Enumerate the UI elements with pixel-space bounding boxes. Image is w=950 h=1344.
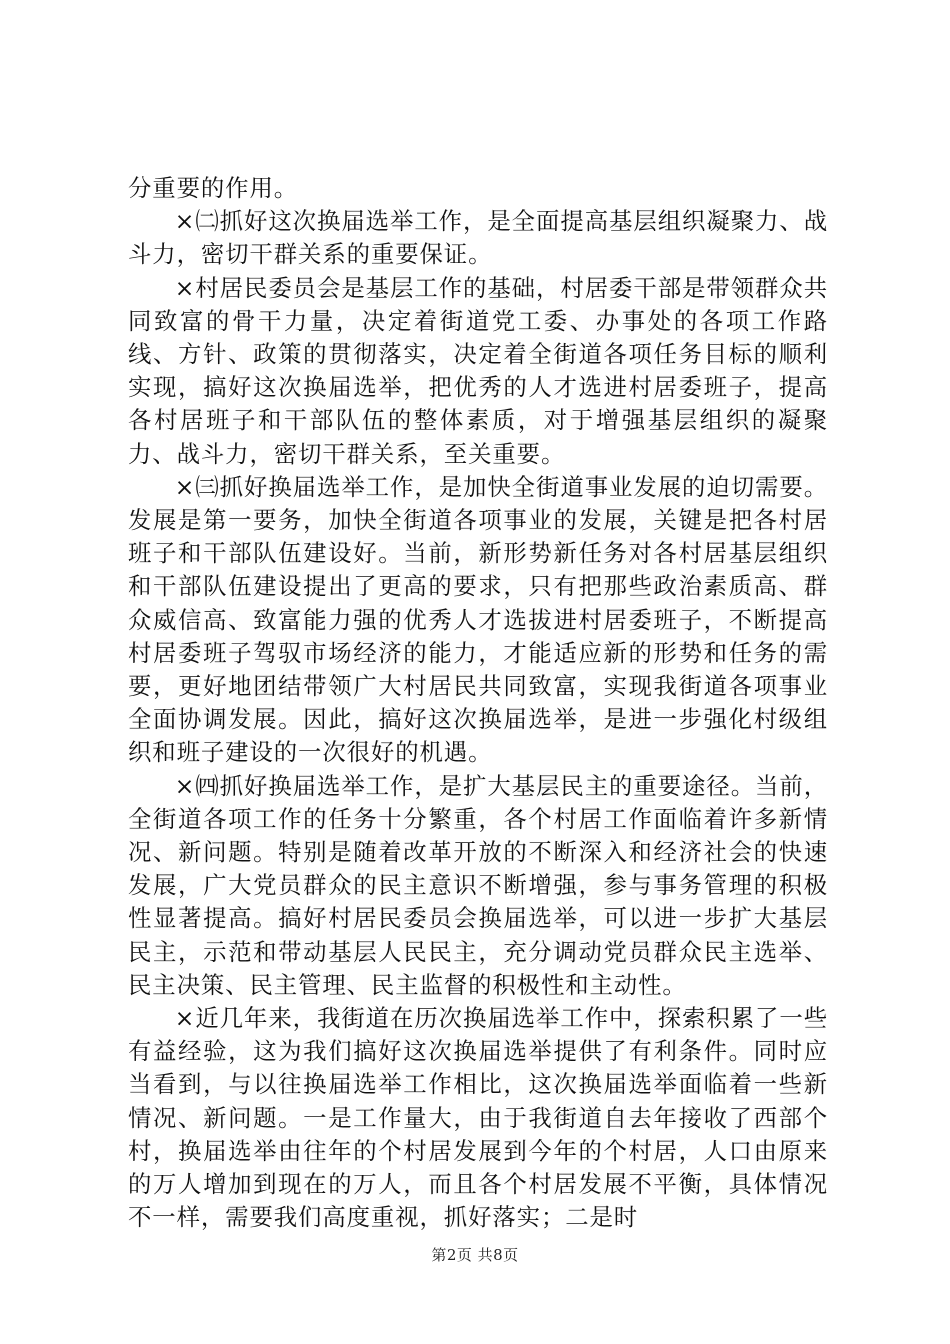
- paragraph-village-committee: ×村居民委员会是基层工作的基础，村居委干部是带领群众共同致富的骨干力量，决定着街道党工委、办事处的各项工作路线、方针、政策的贯彻落实，决定着全街道各项任务目标的顺利实现，搞好这次换届选举，把优秀的人才选进村居委班子，提高各村居班子和干部队伍的整体素质，对于增强基层组织的凝聚力、战斗力，密切干群关系，至关重要。: [128, 273, 828, 468]
- paragraph-point-3: ×㈢抓好换届选举工作，是加快全街道事业发展的迫切需要。发展是第一要务，加快全街道各项事业的发展，关键是把各村居班子和干部队伍建设好。当前，新形势新任务对各村居基层组织和干部队伍建设提出了更高的要求，只有把那些政治素质高、群众威信高、致富能力强的优秀人才选拔进村居委班子，不断提高村居委班子驾驭市场经济的能力，才能适应新的形势和任务的需要，更好地团结带领广大村居民共同致富，实现我街道各项事业全面协调发展。因此，搞好这次换届选举，是进一步强化村级组织和班子建设的一次很好的机遇。: [128, 472, 828, 767]
- paragraph-point-4: ×㈣抓好换届选举工作，是扩大基层民主的重要途径。当前，全街道各项工作的任务十分繁重，各个村居工作面临着许多新情况、新问题。特别是随着改革开放的不断深入和经济社会的快速发展，广大党员群众的民主意识不断增强，参与事务管理的积极性显著提高。搞好村居民委员会换届选举，可以进一步扩大基层民主，示范和带动基层人民民主，充分调动党员群众民主选举、民主决策、民主管理、民主监督的积极性和主动性。: [128, 771, 828, 999]
- paragraph-continuation: 分重要的作用。: [128, 174, 299, 202]
- paragraph-recent-years: ×近几年来，我街道在历次换届选举工作中，探索积累了一些有益经验，这为我们搞好这次换届选举提供了有利条件。同时应当看到，与以往换届选举工作相比，这次换届选举面临着一些新情况、新问题。一是工作量大，由于我街道自去年接收了西部个村，换届选举由往年的个村居发展到今年的个村居，人口由原来的万人增加到现在的万人，而且各个村居发展不平衡，具体情况不一样，需要我们高度重视，抓好落实；二是时: [128, 1004, 828, 1232]
- paragraph-point-2: ×㈡抓好这次换届选举工作，是全面提高基层组织凝聚力、战斗力，密切干群关系的重要保证。: [128, 207, 828, 269]
- document-body: [128, 172, 828, 1235]
- page-number-footer: 第2页 共8页: [431, 1246, 519, 1264]
